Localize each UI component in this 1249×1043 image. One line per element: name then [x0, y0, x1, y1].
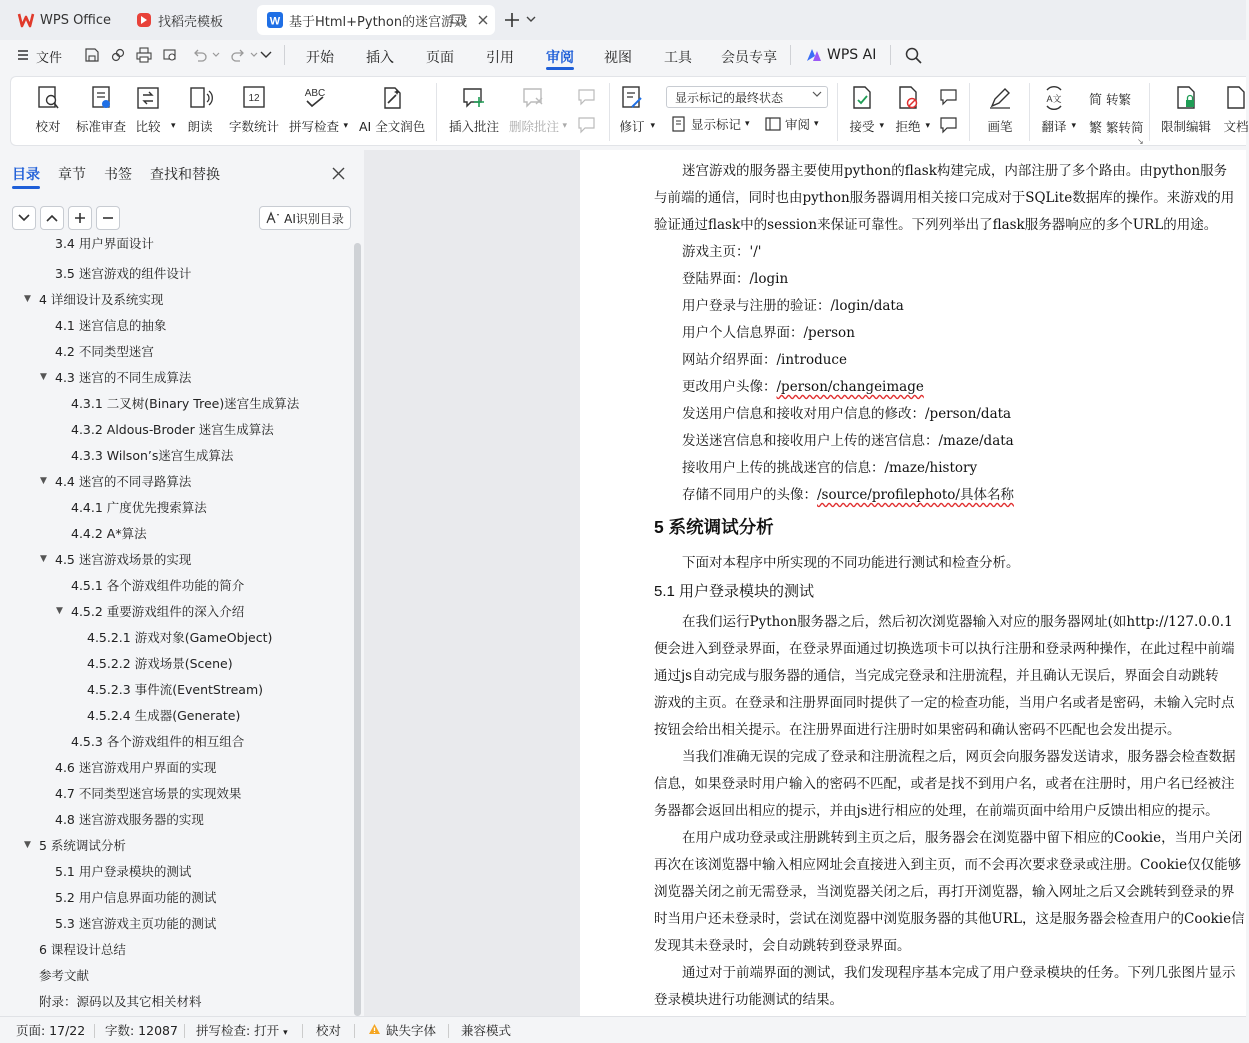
review-pane-button[interactable]: 审阅 ▾ — [765, 115, 819, 133]
track-changes-label: 修订 — [619, 119, 645, 134]
reject-icon — [895, 85, 921, 111]
svg-text:12: 12 — [248, 93, 260, 104]
review-ribbon — [10, 76, 1249, 146]
doc-line: 与前端的通信，同时也由python服务器调用相关接口完成对于SQLite数据库的操作。来游戏的用 — [654, 190, 1235, 206]
route-line — [682, 456, 977, 476]
prev-change-icon[interactable] — [939, 88, 959, 106]
read-aloud-icon — [187, 85, 213, 111]
doc-line: 信息，如果登录时用户输入的密码不匹配，或者是找不到用户名，或者在注册时，用户名已经被注 — [654, 776, 1235, 792]
insert-comment-label: 插入批注 — [449, 119, 500, 134]
nav-tab-find-replace[interactable]: 查找和替换 — [150, 167, 220, 183]
close-tab-icon[interactable] — [477, 14, 489, 26]
doc-line: 下面对本程序中所实现的不同功能进行测试和检查分析。 — [682, 555, 1020, 571]
standard-review-label: 标准审查 — [76, 119, 127, 134]
menu-reference[interactable]: 引用 — [486, 50, 514, 66]
active-menu-underline — [546, 67, 574, 70]
toc-item[interactable]: 4.5.1 各个游戏组件功能的简介 — [71, 578, 245, 593]
doc-line: 通过对于前端界面的测试，我们发现程序基本完成了用户登录模块的任务。下列几张图片显示 — [682, 965, 1236, 981]
collapse-triangle-icon[interactable]: ▼ — [24, 840, 31, 850]
menu-view[interactable]: 视图 — [604, 50, 632, 66]
tab-label: 基于Html+Python的迷宫游戏 — [289, 14, 468, 30]
compare-chevron-icon: ▾ — [171, 121, 176, 131]
doc-line: 迷宫游戏的服务器主要使用python的flask构建完成，内部注册了多个路由。由python服务 — [682, 163, 1228, 179]
accept-label: 接受 — [849, 119, 875, 134]
word-count-button[interactable] — [229, 85, 279, 141]
tab-wps-office[interactable] — [8, 5, 120, 35]
restrict-edit-icon — [1173, 85, 1199, 111]
wps-ai-icon — [806, 48, 822, 62]
menu-start[interactable]: 开始 — [306, 50, 334, 66]
restrict-edit-label: 限制编辑 — [1161, 119, 1212, 134]
doc-line: 便会进入到登录界面，在登录界面通过切换选项卡可以执行注册和登录两种操作，在此过程中前端 — [654, 641, 1235, 657]
spell-check-button[interactable] — [289, 85, 349, 141]
doc-line: 登录模块进行功能测试的结果。 — [654, 992, 843, 1008]
route-line — [682, 294, 904, 314]
doc-line: 在我们运行Python服务器之后，然后初次浏览器输入对应的服务器网址(如http://127.0.0.1 — [682, 614, 1233, 630]
ai-toc-label: AI识别目录 — [284, 211, 344, 226]
status-divider — [94, 1024, 95, 1038]
toc-item[interactable]: 5.3 迷宫游戏主页功能的测试 — [55, 916, 217, 931]
menu-divider — [284, 45, 285, 65]
route-label: 游戏主页： — [682, 244, 750, 260]
more-chevron-icon[interactable] — [260, 51, 272, 59]
ribbon-divider — [1029, 83, 1030, 141]
menu-review[interactable]: 审阅 — [546, 50, 574, 66]
insert-comment-icon — [461, 85, 487, 111]
toc-item[interactable]: 4.3.3 Wilson’s迷宫生成算法 — [71, 448, 234, 463]
track-changes-icon — [619, 85, 645, 111]
route-path: /person — [803, 325, 855, 341]
route-path: /person/changeimage — [776, 379, 924, 395]
to-simplified-button[interactable] — [1089, 117, 1144, 136]
toc-item[interactable]: 4.4 迷宫的不同寻路算法 — [55, 474, 192, 489]
toc-item[interactable]: 4.2 不同类型迷宫 — [55, 344, 154, 359]
ai-polish-button[interactable] — [359, 85, 425, 141]
toc-item[interactable]: 4.3 迷宫的不同生成算法 — [55, 370, 192, 385]
route-label: 接收用户上传的挑战迷宫的信息： — [682, 460, 885, 476]
translate-button[interactable] — [1041, 85, 1076, 141]
new-tab-icon[interactable] — [504, 12, 520, 28]
doc-label: 文档 — [1223, 119, 1249, 134]
undo-chevron-icon[interactable] — [212, 52, 220, 58]
tab-document[interactable] — [257, 5, 495, 35]
missing-font-status[interactable]: 缺失字体 — [386, 1023, 437, 1038]
route-path: /source/profilephoto/具体名称 — [817, 487, 1014, 503]
proofread-icon — [35, 85, 61, 111]
hamburger-icon[interactable] — [17, 49, 29, 61]
standard-review-icon — [88, 85, 114, 111]
route-path: /login — [749, 271, 789, 287]
spell-chevron-icon: ▾ — [343, 121, 349, 131]
compare-button[interactable] — [135, 85, 176, 141]
toc-item[interactable]: 4.3.2 Aldous-Broder 迷宫生成算法 — [71, 422, 274, 437]
redo-icon[interactable] — [230, 47, 246, 63]
doc-line: 当我们准确无误的完成了登录和注册流程之后，网页会向服务器发送请求，服务器会检查数据 — [682, 749, 1236, 765]
accept-chevron-icon: ▾ — [879, 121, 884, 131]
doc-line: 发现其未登录时，会自动跳转到登录界面。 — [654, 938, 911, 954]
toc-list — [0, 236, 354, 1016]
route-label: 发送迷宫信息和接收用户上传的迷宫信息： — [682, 433, 939, 449]
document-page[interactable] — [580, 150, 1246, 1016]
toc-scrollbar-thumb[interactable] — [354, 243, 361, 1016]
to-traditional-button[interactable] — [1089, 89, 1131, 108]
close-panel-icon[interactable] — [332, 167, 345, 180]
ai-toc-button[interactable] — [259, 206, 351, 230]
document-canvas-margin — [364, 150, 580, 1016]
search-icon[interactable] — [905, 47, 922, 64]
toc-item[interactable]: 6 课程设计总结 — [39, 942, 126, 957]
proofread-status[interactable]: 校对 — [316, 1023, 342, 1038]
collapse-down-button[interactable] — [12, 206, 36, 230]
menu-page[interactable]: 页面 — [426, 50, 454, 66]
doc-line: 务器都会返回出相应的提示，并由js进行相应的处理，在前端页面中给用户反馈出相应的提示。 — [654, 803, 1219, 819]
ai-toc-icon — [266, 212, 280, 224]
warning-icon — [368, 1023, 381, 1035]
menu-file[interactable]: 文件 — [36, 51, 63, 66]
ribbon-divider — [436, 83, 437, 141]
doc-line: 在用户成功登录或注册跳转到主页之后，服务器会在浏览器中留下相应的Cookie，当用户关闭 — [682, 830, 1243, 846]
route-line — [682, 402, 1011, 422]
toc-item[interactable]: 附录：源码以及其它相关材料 — [39, 994, 202, 1009]
status-divider — [184, 1024, 185, 1038]
tab-label: WPS Office — [40, 12, 112, 28]
toc-item[interactable]: 4.3.1 二叉树(Binary Tree)迷宫生成算法 — [71, 396, 300, 411]
navigation-panel — [0, 150, 364, 1016]
route-line — [682, 348, 847, 368]
read-aloud-label: 朗读 — [187, 119, 213, 134]
markup-select-value: 显示标记的最终状态 — [675, 91, 784, 105]
redo-chevron-icon[interactable] — [250, 52, 258, 58]
menu-insert[interactable]: 插入 — [366, 50, 394, 66]
status-divider — [448, 1024, 449, 1038]
doc-line: 时当用户还未登录时，尝试在浏览器中浏览服务器的其他URL，这是服务器会检查用户的Cookie信 — [654, 911, 1245, 927]
to-simplified-icon: 繁 — [1089, 121, 1103, 136]
wps-logo-icon — [18, 13, 34, 27]
tab-template[interactable] — [126, 5, 251, 35]
route-label: 存储不同用户的头像： — [682, 487, 817, 503]
status-divider — [302, 1024, 303, 1038]
heading-5: 5 系统调试分析 — [654, 517, 774, 537]
nav-tab-chapter[interactable]: 章节 — [58, 167, 86, 183]
toc-item[interactable]: 4.5 迷宫游戏场景的实现 — [55, 552, 192, 567]
reject-chevron-icon: ▾ — [925, 121, 930, 131]
svg-text:ABC: ABC — [304, 88, 326, 99]
collapse-triangle-icon[interactable]: ▼ — [24, 294, 31, 304]
toc-item[interactable]: 4.6 迷宫游戏用户界面的实现 — [55, 760, 217, 775]
save-icon[interactable] — [84, 47, 100, 63]
toc-item[interactable]: 4.1 迷宫信息的抽象 — [55, 318, 167, 333]
route-path: '/' — [749, 244, 762, 260]
standard-review-button[interactable] — [76, 85, 126, 141]
doc-icon — [1223, 85, 1249, 111]
toc-item[interactable]: 4.7 不同类型迷宫场景的实现效果 — [55, 786, 242, 801]
undo-icon[interactable] — [192, 47, 208, 63]
review-pane-label: 审阅 — [785, 117, 811, 132]
route-line — [682, 240, 761, 260]
toc-item[interactable]: 4.8 迷宫游戏服务器的实现 — [55, 812, 204, 827]
compat-mode-status: 兼容模式 — [461, 1023, 512, 1038]
select-chevron-icon — [812, 90, 822, 98]
collapse-triangle-icon[interactable]: ▼ — [40, 554, 47, 564]
route-line — [682, 375, 924, 395]
nav-tab-toc[interactable]: 目录 — [12, 167, 40, 183]
word-count-icon — [241, 85, 267, 111]
svg-text:A文: A文 — [1046, 94, 1062, 104]
collapse-triangle-icon[interactable]: ▼ — [40, 372, 47, 382]
template-logo-icon — [136, 12, 152, 28]
next-change-icon[interactable] — [939, 116, 959, 134]
insert-comment-button[interactable] — [449, 85, 499, 141]
route-line — [682, 429, 1014, 449]
accept-button[interactable] — [849, 85, 884, 141]
toc-item[interactable]: 4.5.3 各个游戏组件的相互组合 — [71, 734, 245, 749]
word-count-status[interactable]: 字数: 12087 — [105, 1023, 178, 1038]
link-icon[interactable] — [110, 47, 126, 63]
delete-comment-chevron-icon: ▾ — [562, 121, 568, 131]
show-markup-label: 显示标记 — [691, 117, 742, 132]
show-markup-button[interactable]: 显示标记 ▾ — [671, 115, 750, 133]
doc-line: 通过js自动完成与服务器的通信，当完成完登录和注册流程，并且确认无误后，界面会自动跳转 — [654, 668, 1219, 684]
svg-text:W: W — [269, 15, 281, 28]
toc-item[interactable]: 4.4.2 A*算法 — [71, 526, 147, 541]
prev-comment-icon[interactable] — [577, 88, 597, 106]
spell-check-status[interactable] — [196, 1021, 288, 1039]
menu-tools[interactable]: 工具 — [664, 50, 692, 66]
doc-button[interactable] — [1223, 85, 1249, 141]
route-path: /login/data — [830, 298, 904, 314]
route-label: 登陆界面： — [682, 271, 750, 287]
route-line — [682, 321, 855, 341]
word-count-label: 字数统计 — [229, 119, 280, 134]
screen-icon[interactable] — [451, 14, 465, 26]
reject-label: 拒绝 — [895, 119, 921, 134]
markup-state-select[interactable] — [666, 86, 828, 108]
print-preview-icon[interactable] — [162, 47, 178, 63]
toc-item[interactable]: 5.2 用户信息界面功能的测试 — [55, 890, 217, 905]
delete-comment-button[interactable] — [509, 85, 568, 141]
review-pane-icon — [765, 116, 781, 132]
toc-item[interactable]: 3.4 用户界面设计 — [55, 236, 154, 251]
accept-icon — [849, 85, 875, 111]
route-path: /person/data — [925, 406, 1012, 422]
route-label: 更改用户头像： — [682, 379, 777, 395]
route-label: 用户登录与注册的验证： — [682, 298, 831, 314]
doc-line: 浏览器关闭之前无需登录，当浏览器关闭之后，再打开浏览器，输入网址之后又会跳转到登录的界 — [654, 884, 1235, 900]
doc-line: 游戏的主页。在登录和注册界面同时提供了一定的检查功能，当用户名或者是密码，未输入完时点 — [654, 695, 1235, 711]
menu-divider — [790, 45, 791, 65]
toc-item[interactable]: 4.4.1 广度优先搜索算法 — [71, 500, 207, 515]
spell-check-icon — [301, 85, 327, 111]
route-label: 发送用户信息和接收对用户信息的修改： — [682, 406, 925, 422]
ribbon-divider — [609, 83, 610, 141]
toc-item[interactable]: 参考文献 — [39, 968, 90, 983]
translate-chevron-icon: ▾ — [1071, 121, 1076, 131]
route-path: /introduce — [776, 352, 847, 368]
collapse-triangle-icon[interactable]: ▼ — [40, 476, 47, 486]
read-aloud-button[interactable] — [187, 85, 213, 141]
ribbon-divider — [1149, 83, 1150, 141]
track-changes-button[interactable] — [619, 85, 655, 141]
route-path: /maze/history — [884, 460, 978, 476]
proofread-label: 校对 — [35, 119, 61, 134]
translate-label: 翻译 — [1041, 119, 1067, 134]
route-label: 网站介绍界面： — [682, 352, 777, 368]
title-tab-bar — [0, 0, 1246, 40]
spell-status-chevron-icon: ▾ — [283, 1028, 288, 1038]
menu-divider — [890, 45, 891, 65]
collapse-triangle-icon[interactable]: ▼ — [56, 606, 63, 616]
route-label: 用户个人信息界面： — [682, 325, 804, 341]
translate-icon — [1041, 85, 1067, 111]
reject-button[interactable] — [895, 85, 930, 141]
proofread-button[interactable] — [35, 85, 61, 141]
track-chevron-icon: ▾ — [650, 121, 655, 131]
print-icon[interactable] — [136, 47, 152, 63]
route-path: /maze/data — [938, 433, 1014, 449]
tab-list-chevron-icon[interactable] — [526, 15, 536, 23]
to-traditional-icon: 简 — [1089, 93, 1103, 108]
toc-item[interactable]: 4.5.2.2 游戏场景(Scene) — [87, 656, 233, 671]
toc-item[interactable]: 4.5.2.4 生成器(Generate) — [87, 708, 241, 723]
menu-member[interactable]: 会员专享 — [721, 50, 777, 66]
to-traditional-label: 转繁 — [1106, 91, 1132, 107]
nav-tab-bookmark[interactable]: 书签 — [104, 167, 132, 183]
doc-line: 验证通过flask中的session来保证可靠性。下列列举出了flask服务器响应的多个URL的用途。 — [654, 217, 1218, 233]
doc-line: 再次在该浏览器中输入相应网址会直接进入到主页，而不会再次要求登录或注册。Cookie仅仅能够 — [654, 857, 1242, 873]
add-heading-button[interactable] — [68, 206, 92, 230]
tab-label: 找稻壳模板 — [158, 14, 224, 30]
status-divider — [354, 1024, 355, 1038]
toc-item[interactable]: 5.1 用户登录模块的测试 — [55, 864, 192, 879]
delete-comment-label: 删除批注 — [509, 119, 560, 134]
ribbon-divider — [969, 83, 970, 141]
ai-polish-icon — [379, 85, 405, 111]
menu-wps-ai[interactable]: WPS AI — [827, 47, 877, 63]
word-doc-icon — [267, 12, 283, 28]
compare-icon — [135, 85, 161, 111]
expand-up-button[interactable] — [40, 206, 64, 230]
ribbon-divider — [837, 83, 838, 141]
draw-pen-button[interactable] — [987, 85, 1013, 141]
next-comment-icon[interactable] — [577, 116, 597, 134]
delete-comment-icon — [521, 85, 547, 111]
remove-heading-button[interactable] — [96, 206, 120, 230]
doc-line: 按钮会给出相关提示。在注册界面进行注册时如果密码和确认密码不匹配也会发出提示。 — [654, 722, 1181, 738]
toc-item[interactable]: 5 系统调试分析 — [39, 838, 126, 853]
compare-label: 比较 — [135, 119, 161, 134]
restrict-edit-button[interactable] — [1161, 85, 1211, 141]
toc-item[interactable]: 4.5.2.3 事件流(EventStream) — [87, 682, 263, 697]
route-line — [682, 483, 1014, 503]
expand-group-icon[interactable]: ↘ — [1137, 137, 1144, 146]
toc-item[interactable]: 4.5.2.1 游戏对象(GameObject) — [87, 630, 273, 645]
draw-pen-label: 画笔 — [987, 119, 1013, 134]
status-bar — [0, 1016, 1246, 1043]
route-line — [682, 267, 788, 287]
heading-5-1: 5.1 用户登录模块的测试 — [654, 583, 815, 600]
ai-polish-label: AI 全文润色 — [359, 119, 426, 134]
spell-check-status-label: 拼写检查: 打开 — [196, 1023, 280, 1038]
toc-item[interactable]: 3.5 迷宫游戏的组件设计 — [55, 266, 192, 281]
pen-icon — [987, 85, 1013, 111]
page-indicator[interactable]: 页面: 17/22 — [16, 1023, 86, 1038]
to-simplified-label: 繁转简 — [1106, 119, 1144, 135]
toc-item[interactable]: 4.5.2 重要游戏组件的深入介绍 — [71, 604, 245, 619]
show-markup-icon — [671, 116, 687, 132]
nav-tab-underline — [12, 186, 40, 189]
spell-check-label: 拼写检查 — [289, 119, 340, 134]
toc-item[interactable]: 4 详细设计及系统实现 — [39, 292, 164, 307]
